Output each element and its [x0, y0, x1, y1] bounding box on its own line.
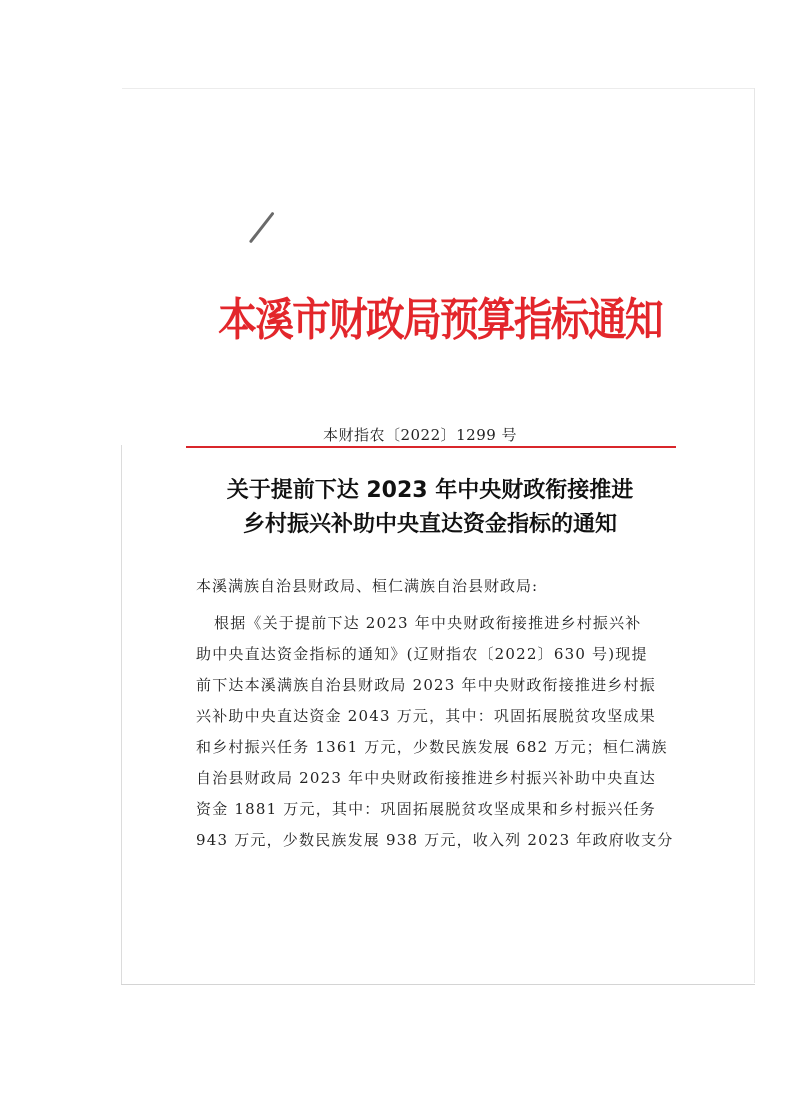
document-title-line: 乡村振兴补助中央直达资金指标的通知	[242, 512, 617, 537]
body-line: 前下达本溪满族自治县财政局 2023 年中央财政衔接推进乡村振	[196, 676, 656, 694]
page-edge-left	[121, 445, 122, 985]
page-edge-right	[754, 88, 755, 983]
document-title	[195, 474, 665, 542]
body-line: 助中央直达资金指标的通知》(辽财指农〔2022〕630 号)现提	[196, 645, 648, 663]
body-line: 兴补助中央直达资金 2043 万元，其中：巩固拓展脱贫攻坚成果	[196, 707, 656, 725]
body-line: 943 万元，少数民族发展 938 万元，收入列 2023 年政府收支分	[196, 831, 674, 849]
addressee: 本溪满族自治县财政局、桓仁满族自治县财政局:	[196, 577, 539, 595]
page-edge-top	[122, 88, 754, 89]
body-text	[196, 608, 674, 856]
body-line: 自治县财政局 2023 年中央财政衔接推进乡村振兴补助中央直达	[196, 769, 656, 787]
body-line: 根据《关于提前下达 2023 年中央财政衔接推进乡村振兴补	[214, 614, 642, 632]
body-line: 和乡村振兴任务 1361 万元，少数民族发展 682 万元；桓仁满族	[196, 738, 668, 756]
body-line: 资金 1881 万元，其中：巩固拓展脱贫攻坚成果和乡村振兴任务	[196, 800, 656, 818]
letterhead-title: 本溪市财政局预算指标通知	[218, 293, 662, 346]
page-edge-bottom	[121, 984, 755, 985]
document-title-line: 关于提前下达 2023 年中央财政衔接推进	[226, 478, 634, 503]
red-divider	[186, 446, 676, 448]
document-number: 本财指农〔2022〕1299 号	[322, 426, 518, 444]
